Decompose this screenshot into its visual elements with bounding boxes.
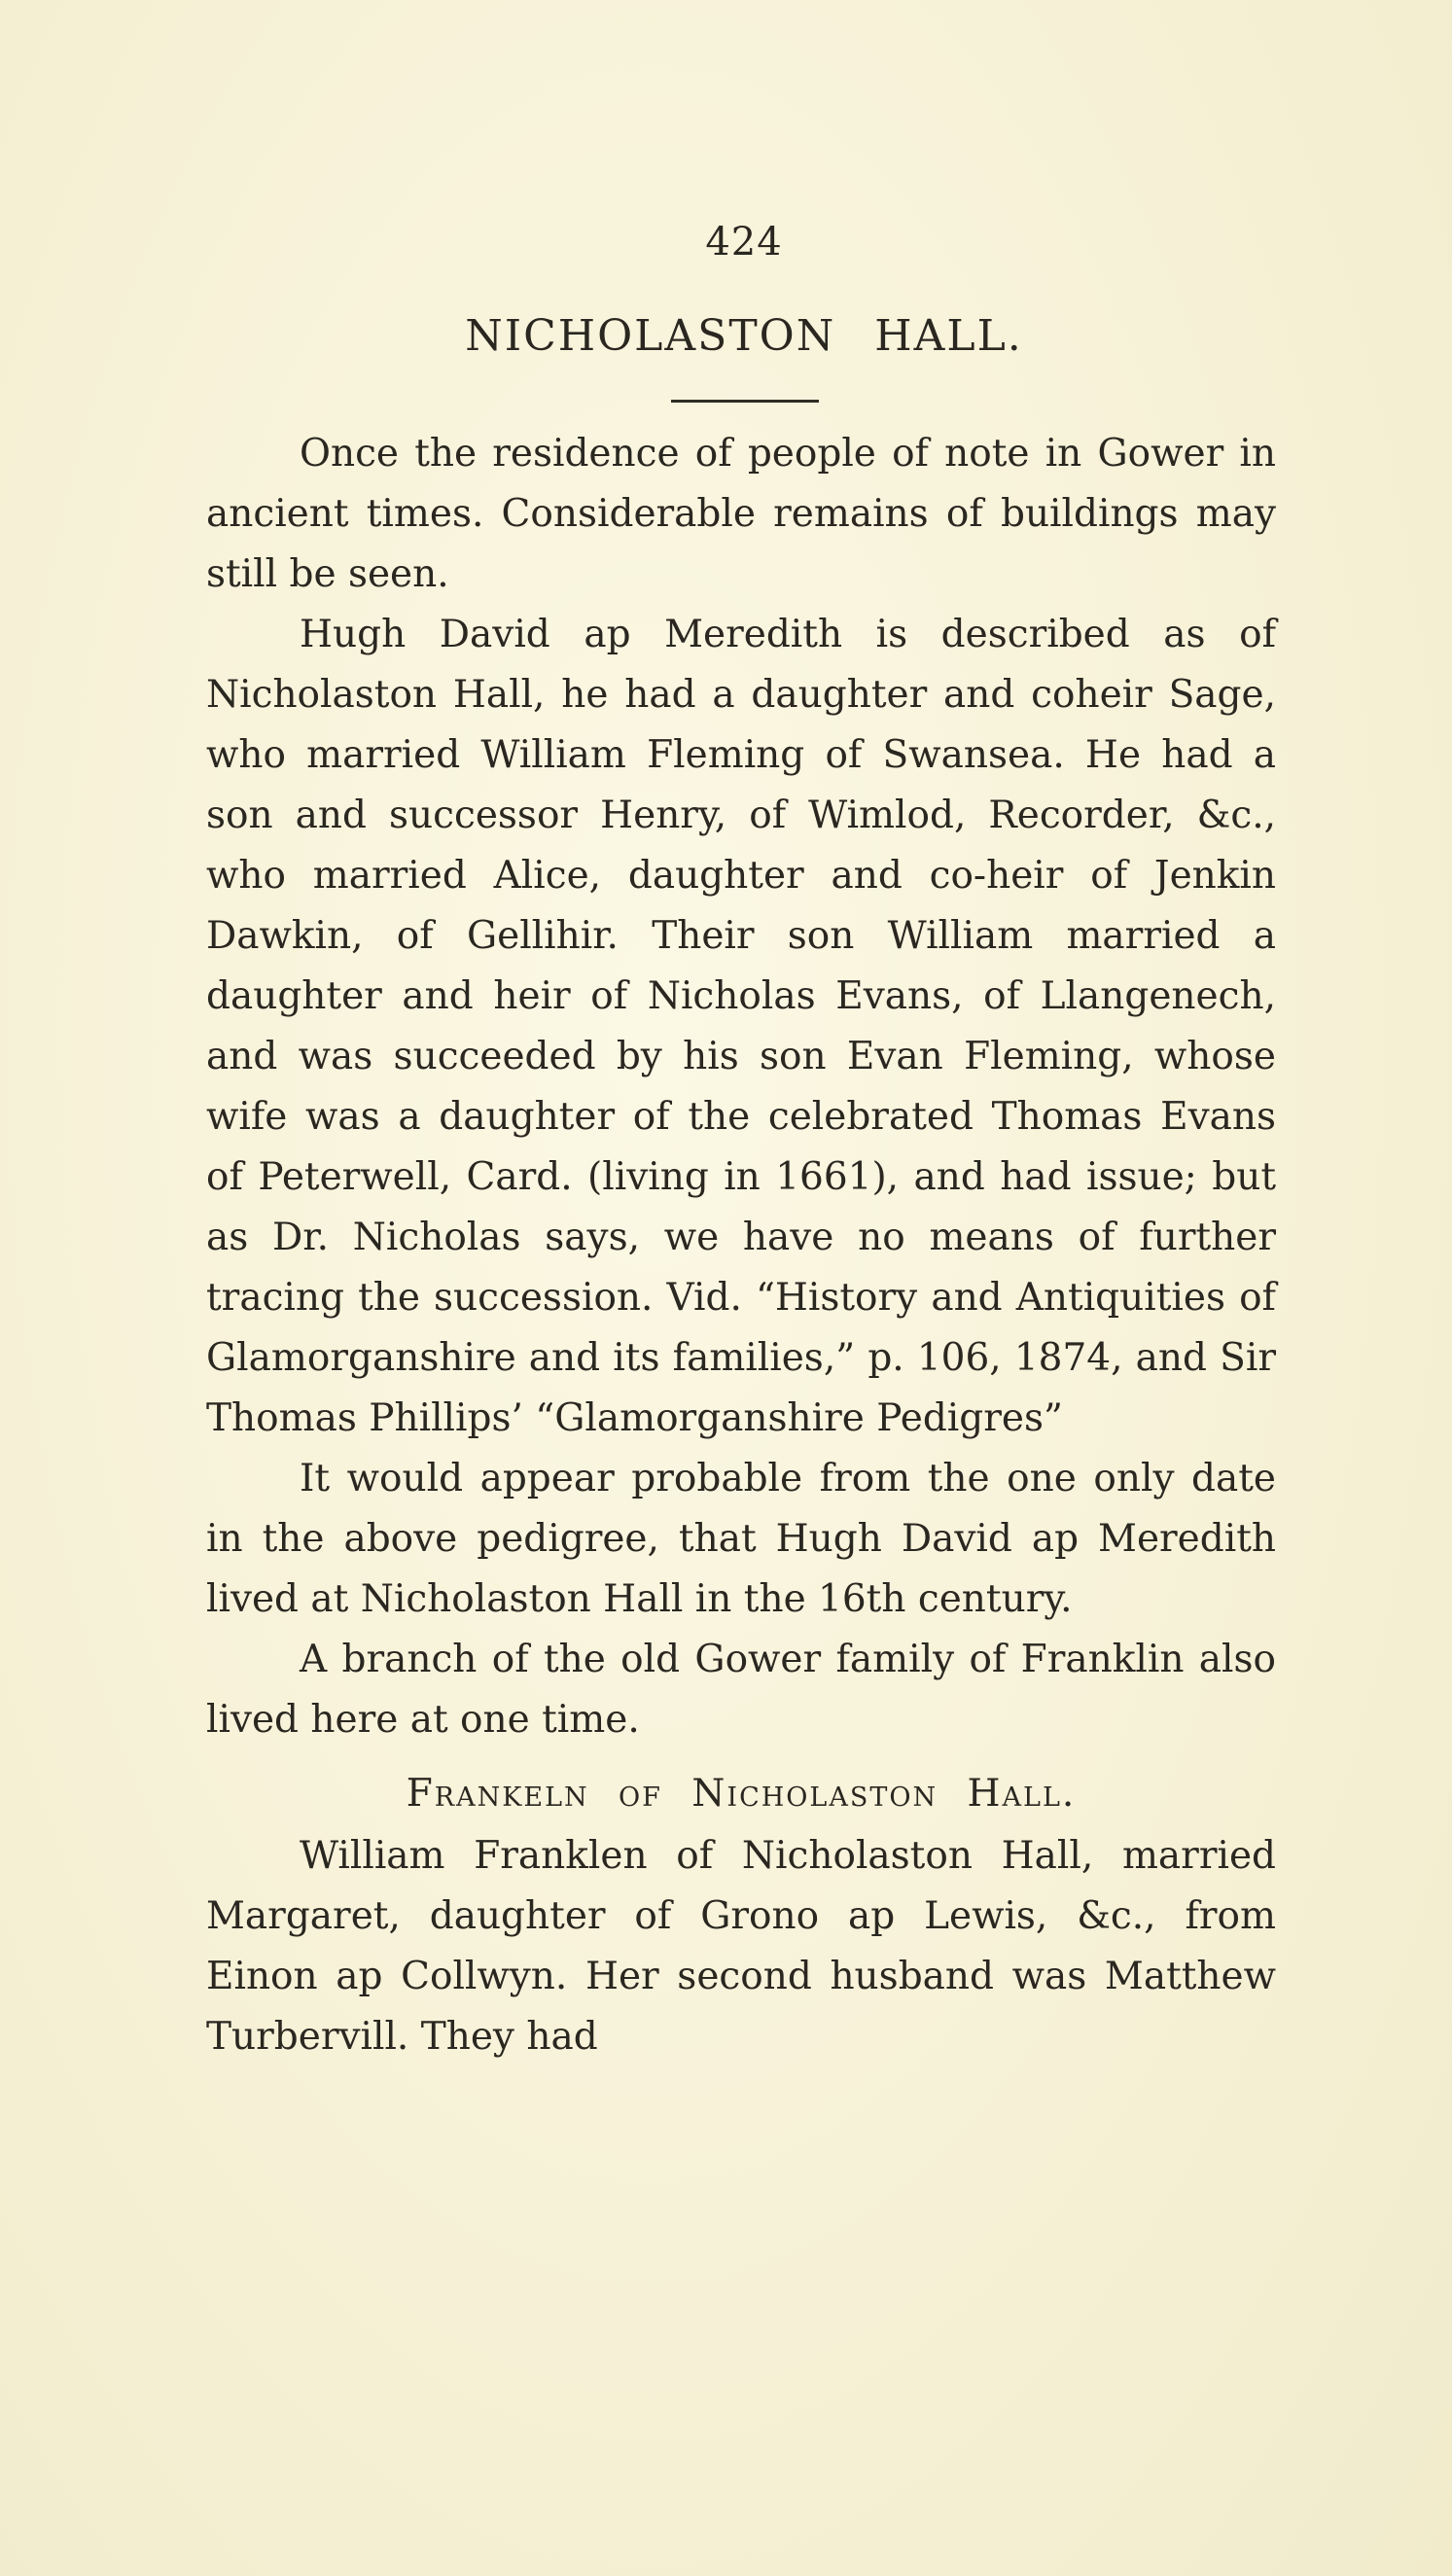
paragraph-date: It would appear probable from the one only date in the above pedigree, that Hugh David ap Meredith lived at Nicholaston Hall in the 16th century. bbox=[206, 1457, 1276, 1621]
section-subheading: Frankeln of Nicholaston Hall. bbox=[406, 1772, 1077, 1816]
body-text bbox=[206, 424, 1276, 2067]
paragraph-franklin: A branch of the old Gower family of Franklin also lived here at one time. bbox=[206, 1638, 1276, 1742]
page-number: 424 bbox=[705, 220, 783, 265]
paragraph-intro: Once the residence of people of note in Gower in ancient times. Considerable remains of buildings may still be seen. bbox=[206, 432, 1276, 596]
page-title: NICHOLASTON HALL. bbox=[465, 311, 1023, 361]
title-divider bbox=[671, 400, 819, 403]
paragraph-pedigree: Hugh David ap Meredith is described as of Nicholaston Hall, he had a daughter and coheir Sage, who married William Fleming of Swansea. He had a son and successor Henry, of Wimlod, Recorder, &c., who married Alice, daughter and co-heir of Jenkin Dawkin, of Gellihir. Their son William married a daughter and heir of Nicholas Evans, of Llangenech, and was succeeded by his son Evan Fleming, whose wife was a daughter of the celebrated Thomas Evans of Peterwell, Card. (living in 1661), and had issue; but as Dr. Nicholas says, we have no means of further tracing the succession. Vid. “History and Antiquities of Glamorganshire and its families,” p. 106, 1874, and Sir Thomas Phillips’ “Glamorganshire Pedigres” bbox=[206, 613, 1276, 1440]
paragraph-final: William Franklen of Nicholaston Hall, married Margaret, daughter of Grono ap Lewis, &c., from Einon ap Collwyn. Her second husband was Matthew Turbervill. They had bbox=[206, 1834, 1276, 2059]
